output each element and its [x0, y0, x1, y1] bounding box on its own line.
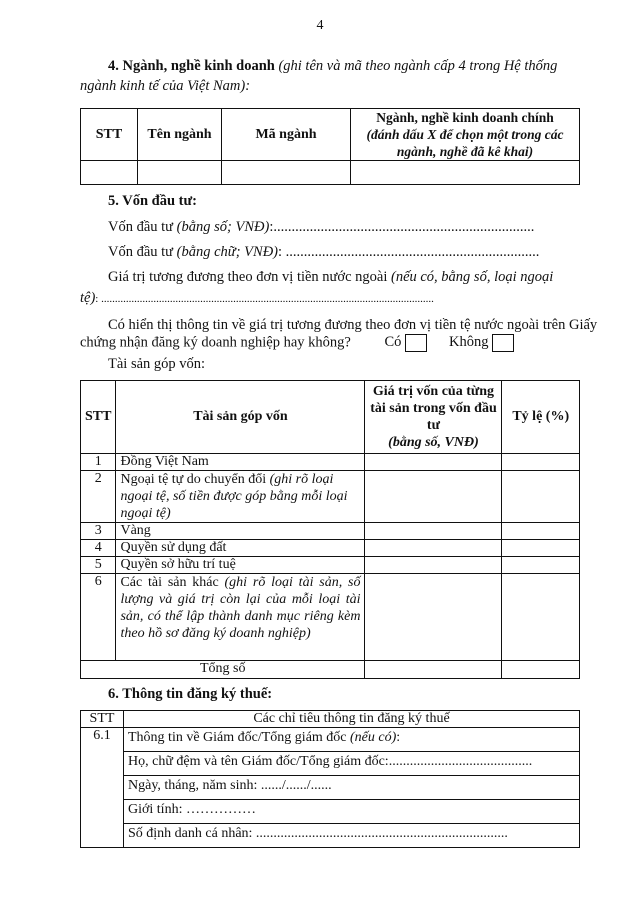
page-number: 4 — [316, 18, 324, 33]
assets-col-value-unit: (bằng số, VNĐ) — [388, 435, 479, 450]
asset-row-value[interactable] — [365, 471, 502, 523]
asset-name-note: (ghi rõ loại tài sản, số lượng và giá trị còn lại của mỗi loại tài sản, có thể lập thành danh mục riêng kèm theo hồ sơ đăng ký doanh nghiệp) — [120, 575, 361, 641]
col-main-industry — [351, 109, 580, 161]
tax-col-items: Các chỉ tiêu thông tin đăng ký thuế — [124, 711, 580, 728]
capital-words-label: Vốn đầu tư — [108, 244, 177, 260]
assets-col-value — [365, 381, 502, 454]
capital-number-field[interactable]: :........................................................................ — [269, 219, 535, 235]
asset-name-text: Quyền sở hữu trí tuệ — [120, 557, 236, 572]
asset-row-name — [116, 523, 365, 540]
asset-name-text: Quyền sử dụng đất — [120, 540, 227, 555]
asset-row-stt: 5 — [81, 557, 116, 574]
asset-row-stt: 3 — [81, 523, 116, 540]
asset-name-text: Các tài sản khác — [120, 575, 225, 590]
asset-row-name — [116, 557, 365, 574]
assets-col-stt: STT — [81, 381, 116, 454]
asset-row — [81, 540, 580, 557]
assets-label: Tài sản góp vốn: — [108, 356, 206, 372]
option-yes-label: Có — [384, 334, 402, 351]
capital-number-line — [108, 219, 534, 236]
asset-row-stt: 2 — [81, 471, 116, 523]
col-industry-name: Tên ngành — [138, 109, 222, 161]
option-no-checkbox[interactable] — [492, 334, 514, 352]
section-4-note-cont: ngành kinh tế của Việt Nam): — [80, 78, 251, 94]
asset-name-text: Đồng Việt Nam — [120, 454, 209, 469]
director-info-line — [124, 728, 579, 752]
director-dob-line[interactable]: Ngày, tháng, năm sinh: ....../....../...... — [124, 776, 579, 800]
col-main-industry-title: Ngành, nghề kinh doanh chính — [376, 110, 554, 125]
assets-col-asset: Tài sản góp vốn — [116, 381, 365, 454]
section-6-heading: 6. Thông tin đăng ký thuế: — [108, 686, 273, 702]
asset-name-text: Vàng — [120, 523, 151, 538]
cell-stt-input[interactable] — [81, 161, 138, 185]
asset-row-value[interactable] — [365, 574, 502, 661]
cell-name-input[interactable] — [138, 161, 222, 185]
director-id-line[interactable]: Số định danh cá nhân: ........................................................................ — [128, 826, 508, 841]
section-5-heading: 5. Vốn đầu tư: — [108, 193, 198, 209]
cell-main-input[interactable] — [351, 161, 580, 185]
assets-total-row — [81, 661, 580, 679]
option-yes-checkbox[interactable] — [405, 334, 427, 352]
asset-row — [81, 454, 580, 471]
director-name-line[interactable]: Họ, chữ đệm và tên Giám đốc/Tổng giám đốc:......................................... — [124, 752, 579, 776]
asset-row — [81, 574, 580, 661]
foreign-equiv-label: Giá trị tương đương theo đơn vị tiền nước ngoài — [108, 269, 391, 285]
asset-row-value[interactable] — [365, 454, 502, 471]
col-main-industry-note: (đánh dấu X để chọn một trong các ngành, nghề đã kê khai) — [366, 127, 564, 159]
capital-number-unit: (bằng số; VNĐ) — [176, 219, 270, 235]
foreign-equiv-field[interactable]: : ......................................................................................................................... — [95, 293, 434, 305]
section-4-heading — [108, 58, 557, 75]
tax-col-stt: STT — [81, 711, 124, 728]
assets-total-label: Tổng số — [81, 661, 365, 679]
asset-row-ratio[interactable] — [502, 523, 580, 540]
asset-row — [81, 471, 580, 523]
cell-code-input[interactable] — [222, 161, 351, 185]
asset-row-name — [116, 574, 365, 661]
col-industry-code: Mã ngành — [222, 109, 351, 161]
section-4-note: (ghi tên và mã theo ngành cấp 4 trong Hệ thống — [278, 58, 558, 74]
asset-row-stt: 6 — [81, 574, 116, 661]
asset-name-text: Ngoại tệ tự do chuyển đổi — [120, 472, 270, 487]
tax-row-stt: 6.1 — [81, 728, 124, 848]
asset-row-ratio[interactable] — [502, 557, 580, 574]
col-stt: STT — [81, 109, 138, 161]
capital-words-field[interactable]: : ...................................................................... — [278, 244, 540, 260]
asset-row-value[interactable] — [365, 540, 502, 557]
capital-words-line — [108, 244, 539, 261]
foreign-equiv-line — [108, 269, 553, 286]
director-info-colon: : — [396, 730, 401, 745]
director-info-note: (nếu có) — [350, 730, 397, 745]
asset-row-stt: 4 — [81, 540, 116, 557]
asset-row-ratio[interactable] — [502, 540, 580, 557]
capital-words-unit: (bằng chữ; VNĐ) — [176, 244, 279, 260]
display-question-line2 — [80, 334, 514, 352]
asset-row-ratio[interactable] — [502, 574, 580, 661]
foreign-equiv-note-cont: tệ) — [80, 290, 96, 306]
foreign-equiv-line-2 — [80, 290, 580, 307]
assets-total-value[interactable] — [365, 661, 502, 679]
asset-row — [81, 557, 580, 574]
display-question: Có hiển thị thông tin về giá trị tương đương theo đơn vị tiền tệ nước ngoài trên Giấy — [108, 317, 598, 333]
tax-registration-table — [80, 710, 580, 848]
assets-col-value-title: Giá trị vốn của từng tài sản trong vốn đầu tư — [370, 384, 497, 433]
asset-row-name — [116, 454, 365, 471]
director-info-label: Thông tin về Giám đốc/Tổng giám đốc — [128, 730, 351, 745]
section-4-title: 4. Ngành, nghề kinh doanh — [108, 58, 275, 74]
asset-row-ratio[interactable] — [502, 471, 580, 523]
asset-row-stt: 1 — [81, 454, 116, 471]
asset-row-ratio[interactable] — [502, 454, 580, 471]
option-no-label: Không — [449, 334, 489, 351]
asset-row-value[interactable] — [365, 523, 502, 540]
director-gender-line[interactable]: Giới tính: …………… — [124, 800, 579, 824]
asset-name-note: (ghi rõ loại ngoại tệ, số tiền được góp bằng mỗi loại ngoại tệ) — [120, 472, 348, 521]
foreign-equiv-note: (nếu có, bằng số, loại ngoại — [390, 269, 554, 285]
capital-number-label: Vốn đầu tư — [108, 219, 177, 235]
asset-row-name — [116, 471, 365, 523]
asset-row-name — [116, 540, 365, 557]
tax-row-content — [124, 728, 580, 848]
asset-row-value[interactable] — [365, 557, 502, 574]
assets-col-ratio: Tỷ lệ (%) — [502, 381, 580, 454]
assets-total-ratio[interactable] — [502, 661, 580, 679]
business-lines-table — [80, 108, 580, 185]
display-question-cont: chứng nhận đăng ký doanh nghiệp hay không? — [80, 334, 351, 351]
capital-assets-table — [80, 380, 580, 679]
asset-row — [81, 523, 580, 540]
